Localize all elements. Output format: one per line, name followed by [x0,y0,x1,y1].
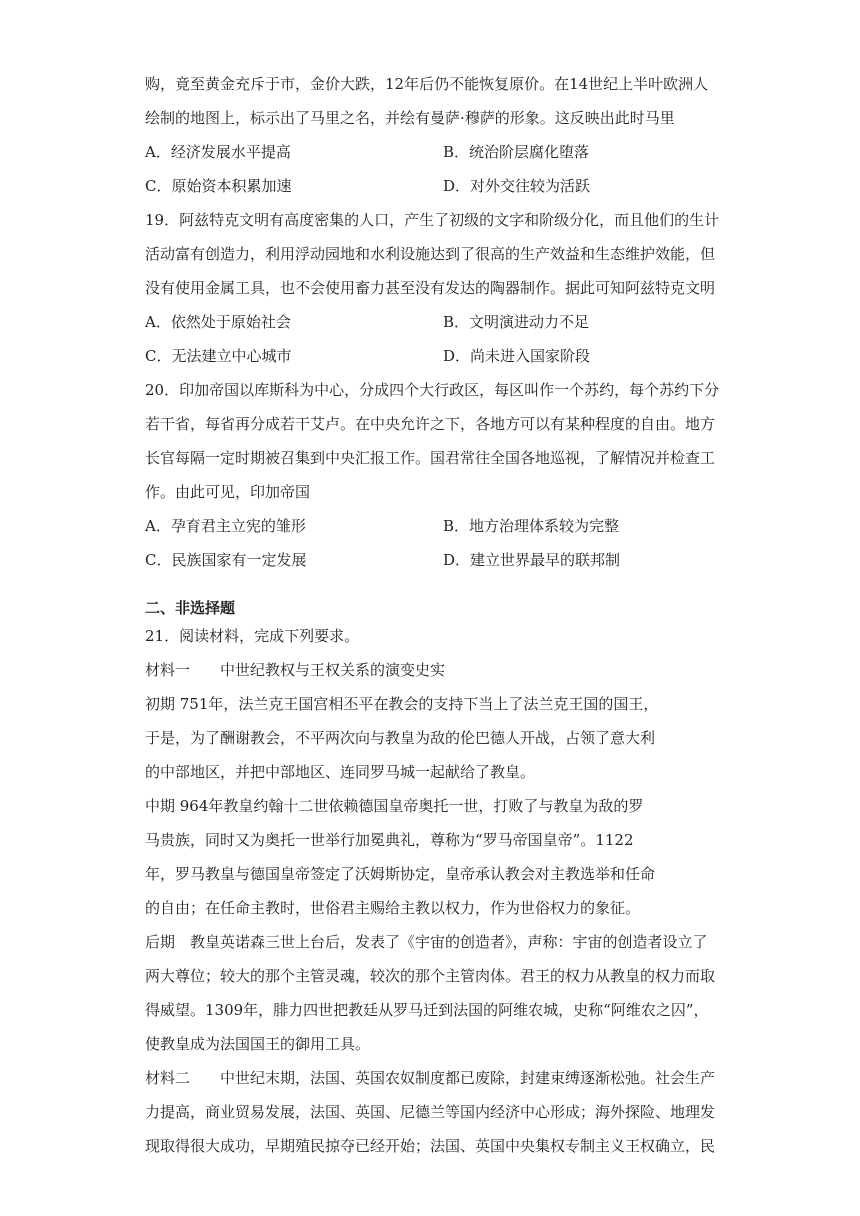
q19-text-line-1: 19．阿兹特克文明有高度密集的人口，产生了初级的文字和阶级分化，而且他们的生计 [145,211,720,229]
q20-text-line-3: 长官每隔一定时期被召集到中央汇报工作。国君常往全国各地巡视，了解情况并检查工 [145,449,716,467]
q20-text-line-4: 作。由此可见，印加帝国 [145,483,311,501]
q19-option-b: B．文明演进动力不足 [443,313,590,331]
q20-text-line-1: 20．印加帝国以库斯科为中心，分成四个大行政区，每区叫作一个苏约，每个苏约下分 [145,381,720,399]
q18-text-line-1: 购，竟至黄金充斥于市，金价大跌，12年后仍不能恢复原价。在14世纪上半叶欧洲人 [145,75,709,93]
q19-text-line-2: 活动富有创造力，利用浮动园地和水利设施达到了很高的生产效益和生态维护效能，但 [145,245,716,263]
material1-line: 年，罗马教皇与德国皇帝签定了沃姆斯协定，皇帝承认教会对主教选举和任命 [145,865,656,883]
q20-option-a: A．孕育君主立宪的雏形 [145,517,306,535]
material2-line: 材料二 中世纪末期，法国、英国农奴制度都已废除，封建束缚逐渐松弛。社会生产 [145,1069,716,1087]
section-title: 二、非选择题 [145,599,236,617]
material1-line: 的中部地区，并把中部地区、连同罗马城一起献给了教皇。 [145,763,536,781]
material1-line: 中期 964年教皇约翰十二世依赖德国皇帝奥托一世，打败了与教皇为敌的罗 [145,797,644,815]
q20-text-line-2: 若干省，每省再分成若干艾卢。在中央允许之下，各地方可以有某种程度的自由。地方 [145,415,716,433]
material1-line: 马贵族，同时又为奥托一世举行加冕典礼，尊称为“罗马帝国皇帝”。1122 [145,831,634,849]
q21-intro: 21．阅读材料，完成下列要求。 [145,627,360,645]
material2-line: 现取得很大成功，早期殖民掠夺已经开始；法国、英国中央集权专制主义王权确立，民 [145,1137,716,1155]
q18-option-b: B．统治阶层腐化堕落 [443,143,590,161]
material1-line: 于是，为了酬谢教会，不平两次向与教皇为敌的伦巴德人开战，占领了意大利 [145,729,656,747]
material1-line: 的自由；在任命主教时，世俗君主赐给主教以权力，作为世俗权力的象征。 [145,899,641,917]
q19-text-line-3: 没有使用金属工具，也不会使用畜力甚至没有发达的陶器制作。据此可知阿兹特克文明 [145,279,716,297]
material1-title: 材料一 中世纪教权与王权关系的演变史实 [145,661,446,679]
material1-line: 后期 教皇英诺森三世上台后，发表了《宇宙的创造者》，声称：宇宙的创造者设立了 [145,933,708,951]
material1-line: 初期 751年，法兰克王国宫相丕平在教会的支持下当上了法兰克王国的国王， [145,695,659,713]
q20-option-b: B．地方治理体系较为完整 [443,517,620,535]
q19-option-c: C．无法建立中心城市 [145,347,292,365]
q18-text-line-2: 绘制的地图上，标示出了马里之名，并绘有曼萨·穆萨的形象。这反映出此时马里 [145,109,675,127]
q19-option-d: D．尚未进入国家阶段 [443,347,591,365]
material1-line: 得威望。1309年，腓力四世把教廷从罗马迁到法国的阿维农城，史称“阿维农之囚”， [145,1001,709,1019]
material2-line: 力提高，商业贸易发展，法国、英国、尼德兰等国内经济中心形成；海外探险、地理发 [145,1103,716,1121]
material1-line: 两大尊位；较大的那个主管灵魂，较次的那个主管肉体。君王的权力从教皇的权力而取 [145,967,716,985]
material1-line: 使教皇成为法国国王的御用工具。 [145,1035,371,1053]
q18-option-c: C．原始资本积累加速 [145,177,292,195]
q19-option-a: A．依然处于原始社会 [145,313,291,331]
q18-option-d: D．对外交往较为活跃 [443,177,591,195]
q20-option-d: D．建立世界最早的联邦制 [443,551,621,569]
q18-option-a: A．经济发展水平提高 [145,143,291,161]
q20-option-c: C．民族国家有一定发展 [145,551,307,569]
